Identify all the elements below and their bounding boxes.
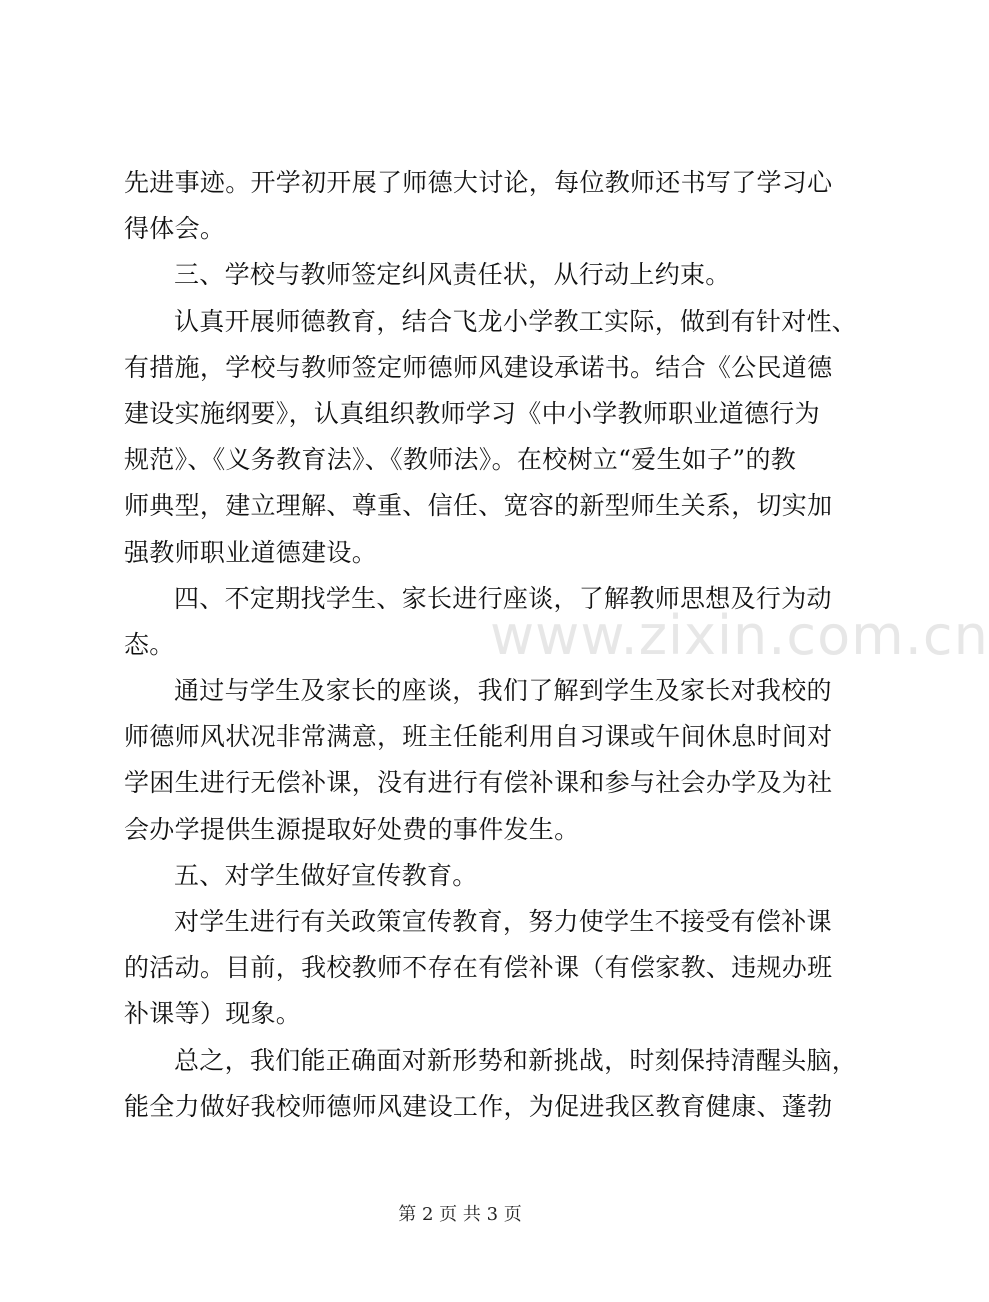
text-line: 总之，我们能正确面对新形势和新挑战，时刻保持清醒头脑， xyxy=(174,1045,858,1075)
text-line: 会办学提供生源提取好处费的事件发生。 xyxy=(124,814,580,844)
text-line: 学困生进行无偿补课，没有进行有偿补课和参与社会办学及为社 xyxy=(124,768,833,798)
text-line: 补课等）现象。 xyxy=(124,999,302,1029)
text-line: 先进事迹。开学初开展了师德大讨论，每位教师还书写了学习心 xyxy=(124,168,833,197)
section-heading: 四、不定期找学生、家长进行座谈，了解教师思想及行为动 xyxy=(174,583,832,613)
page-number-footer: 第 2 页 共 3 页 xyxy=(398,1204,522,1225)
text-line: 师德师风状况非常满意，班主任能利用自习课或午间休息时间对 xyxy=(124,722,833,752)
text-line: 认真开展师德教育，结合飞龙小学教工实际，做到有针对性、 xyxy=(174,306,858,336)
text-line: 得体会。 xyxy=(124,214,226,244)
text-line: 对学生进行有关政策宣传教育，努力使学生不接受有偿补课 xyxy=(174,907,832,936)
text-line: 能全力做好我校师德师风建设工作，为促进我区教育健康、蓬勃 xyxy=(124,1091,833,1121)
text-line: 的活动。目前，我校教师不存在有偿补课（有偿家教、违规办班 xyxy=(124,953,833,983)
text-line: 规范》、《义务教育法》、《教师法》。在校树立“爱生如子”的教 xyxy=(124,445,797,475)
section-heading: 五、对学生做好宣传教育。 xyxy=(174,860,478,890)
text-line: 师典型，建立理解、尊重、信任、宽容的新型师生关系，切实加 xyxy=(124,491,833,521)
section-heading: 三、学校与教师签定纠风责任状，从行动上约束。 xyxy=(174,260,731,290)
text-line: 强教师职业道德建设。 xyxy=(124,537,378,567)
text-line: 态。 xyxy=(124,629,175,659)
text-line: 有措施，学校与教师签定师德师风建设承诺书。结合《公民道德 xyxy=(124,352,833,382)
text-line: 建设实施纲要》，认真组织教师学习《中小学教师职业道德行为 xyxy=(124,398,820,428)
watermark: www.zixin.com.cn xyxy=(490,604,989,667)
text-line: 通过与学生及家长的座谈，我们了解到学生及家长对我校的 xyxy=(174,676,832,706)
